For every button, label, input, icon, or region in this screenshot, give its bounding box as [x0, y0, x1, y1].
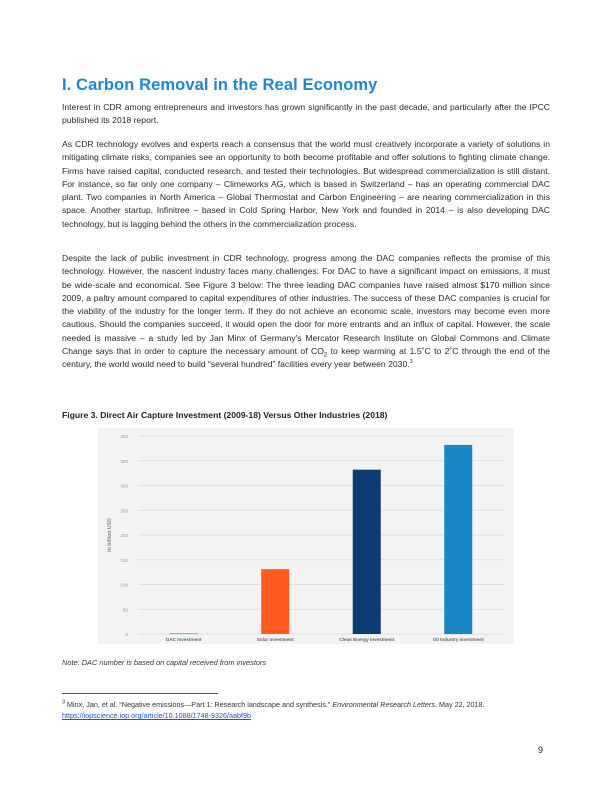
- y-tick-label: 300: [120, 483, 128, 489]
- y-axis-label: In billion USD: [107, 518, 113, 552]
- footnote: [62, 699, 550, 721]
- figure-note: Note: DAC number is based on capital received from investors: [62, 658, 267, 667]
- paragraph-investment-text-b: to keep warming at 1.5˚C to 2˚C through the end of the century, the world would need to build “several hundred” facilities every year between 2030.: [62, 346, 551, 370]
- x-tick-label: Oil Industry Investment: [432, 637, 484, 642]
- y-tick-label: 50: [122, 607, 128, 613]
- x-tick-label: Clean Energy Investment: [339, 637, 395, 642]
- paragraph-investment: [62, 252, 550, 372]
- bar-chart-svg: [98, 428, 514, 644]
- page-number: 9: [538, 745, 544, 755]
- bar: [261, 569, 289, 634]
- bar: [353, 470, 381, 634]
- y-tick-label: 350: [120, 458, 128, 464]
- paragraph-commercialization: As CDR technology evolves and experts reach a consensus that the world must creatively incorporate a variety of solutions in mitigating climate risks, companies see an opportunity to both become profitable and offer solutions to fighting climate change. Firms have raised capital, conducted research, and tested their technologies. But widespread commercialization is still distant. For instance, so far only one company – Climeworks AG, which is based in Switzerland – has an operating commercial DAC plant. Two companies in North America – Global Thermostat and Carbon Engineering – are nearing commercialization in this space. Another startup, Infinitree – based in Cold Spring Harbor, New York and founded in 2014 – is also developing DAC technology, but is lagging behind the others in the commercialization process.: [62, 139, 550, 229]
- y-tick-label: 100: [120, 582, 128, 588]
- y-tick-label: 250: [120, 508, 128, 514]
- footnote-journal: Environmental Research Letters: [332, 700, 435, 709]
- bar-chart: [98, 428, 514, 644]
- y-tick-label: 0: [125, 632, 128, 637]
- footnote-reference[interactable]: 3: [409, 359, 413, 366]
- y-tick-label: 150: [120, 557, 128, 563]
- footnote-link[interactable]: https://iopscience.iop.org/article/10.1088/1748-9326/aabf9b: [62, 711, 252, 720]
- section-title: I. Carbon Removal in the Real Economy: [62, 76, 378, 94]
- footnote-text-pre: Minx, Jan, et al. “Negative emissions—Part 1: Research landscape and synthesis.”: [65, 700, 333, 709]
- paragraph-investment-text-a: Despite the lack of public investment in CDR technology, progress among the DAC companies reflects the promise of this technology. However, the nascent industry faces many challenges: For DAC to have a significant impact on emissions, it must be wide-scale and economical. See Figure 3 below: The three leading DAC companies have raised almost $170 million since 2009, a paltry amount compared to capital expenditures of other industries. The success of these DAC companies is crucial for the viability of the industry for the longer term. If they do not achieve an economic scale, investors may become even more cautious. Should the companies succeed, it would open the door for more entrants and an influx of capital. However, the scale needed is massive – a study led by Jan Minx of Germany's Mercator Research Institute on Global Commons and Climate Change says that in order to capture the necessary amount of CO: [62, 253, 550, 357]
- bar: [444, 445, 472, 634]
- figure-title: Figure 3. Direct Air Capture Investment (2009-18) Versus Other Industries (2018): [62, 410, 388, 420]
- bar: [170, 633, 198, 634]
- y-tick-label: 400: [120, 434, 128, 439]
- footnote-divider: [62, 693, 218, 694]
- footnote-marker: 3: [62, 699, 66, 706]
- x-tick-label: DAC Investment: [166, 637, 202, 642]
- y-tick-label: 200: [120, 533, 128, 538]
- co2-subscript: 2: [323, 352, 328, 359]
- footnote-text-post: . May 22, 2018.: [435, 700, 485, 709]
- paragraph-intro: Interest in CDR among entrepreneurs and investors has grown significantly in the past decade, and particularly after the IPCC published its 2018 report.: [62, 102, 550, 126]
- x-tick-label: Solar Investment: [256, 637, 294, 642]
